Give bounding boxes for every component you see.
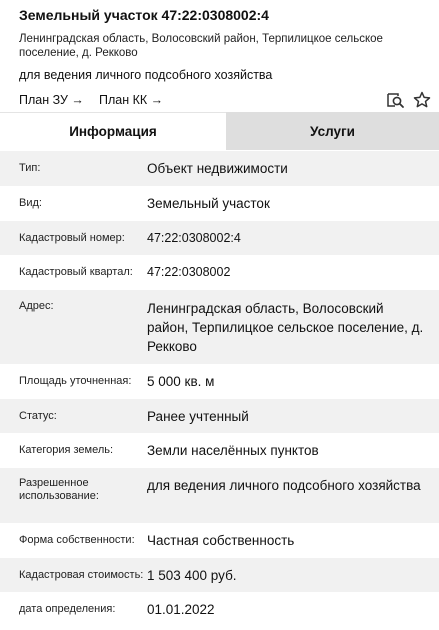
row-value: Частная собственность [147, 533, 295, 548]
row-label: Категория земель: [19, 444, 114, 456]
table-row [0, 433, 439, 467]
table-row [0, 186, 439, 220]
row-value: Земельный участок [147, 196, 270, 211]
links-toolbar [19, 92, 423, 114]
row-label: Кадастровый квартал: [19, 266, 133, 278]
row-label: Площадь уточненная: [19, 375, 132, 387]
info-table [0, 150, 439, 626]
table-row [0, 467, 439, 523]
row-value: 5 000 кв. м [147, 374, 215, 389]
row-value: 47:22:0308002 [147, 265, 231, 279]
row-label: Кадастровая стоимость: [19, 568, 144, 581]
row-value: Земли населённых пунктов [147, 443, 319, 458]
plan-kk-link[interactable]: План КК → [99, 93, 164, 107]
row-value: Ранее учтенный [147, 408, 249, 424]
row-value: 47:22:0308002:4 [147, 230, 241, 245]
row-label: Тип: [19, 162, 41, 174]
row-label: Вид: [19, 197, 42, 209]
table-row [0, 592, 439, 626]
row-value: для ведения личного подсобного хозяйства [147, 478, 421, 493]
table-row [0, 398, 439, 433]
table-row [0, 364, 439, 398]
row-value: 1 503 400 руб. [147, 567, 237, 583]
star-icon[interactable] [412, 90, 432, 110]
table-row [0, 557, 439, 592]
map-search-icon[interactable] [385, 90, 405, 110]
table-row [0, 220, 439, 255]
row-label: Форма собственности: [19, 534, 135, 546]
row-label: дата определения: [19, 603, 116, 615]
row-label: Кадастровый номер: [19, 231, 125, 244]
table-row [0, 289, 439, 364]
table-row [0, 523, 439, 557]
row-value: 01.01.2022 [147, 602, 215, 617]
tab-info[interactable]: Информация [0, 112, 226, 150]
header-address: Ленинградская область, Волосовский район, Терпилицкое сельское поселение, д. Рекково [19, 33, 383, 59]
row-value: Объект недвижимости [147, 161, 288, 176]
row-label: Статус: [19, 409, 57, 422]
plan-zu-link[interactable]: План ЗУ → [19, 93, 84, 107]
table-row [0, 255, 439, 289]
tab-services[interactable]: Услуги [226, 112, 439, 150]
row-label: Разрешенное использование: [19, 477, 99, 502]
row-label: Адрес: [19, 300, 54, 312]
page-title: Земельный участок 47:22:0308002:4 [19, 7, 269, 23]
card-header [0, 0, 439, 114]
tab-bar [0, 112, 439, 150]
table-row [0, 150, 439, 186]
row-value: Ленинградская область, Волосовский район, Терпилицкое сельское поселение, д. Рекково [147, 301, 424, 354]
header-purpose: для ведения личного подсобного хозяйства [19, 68, 273, 82]
